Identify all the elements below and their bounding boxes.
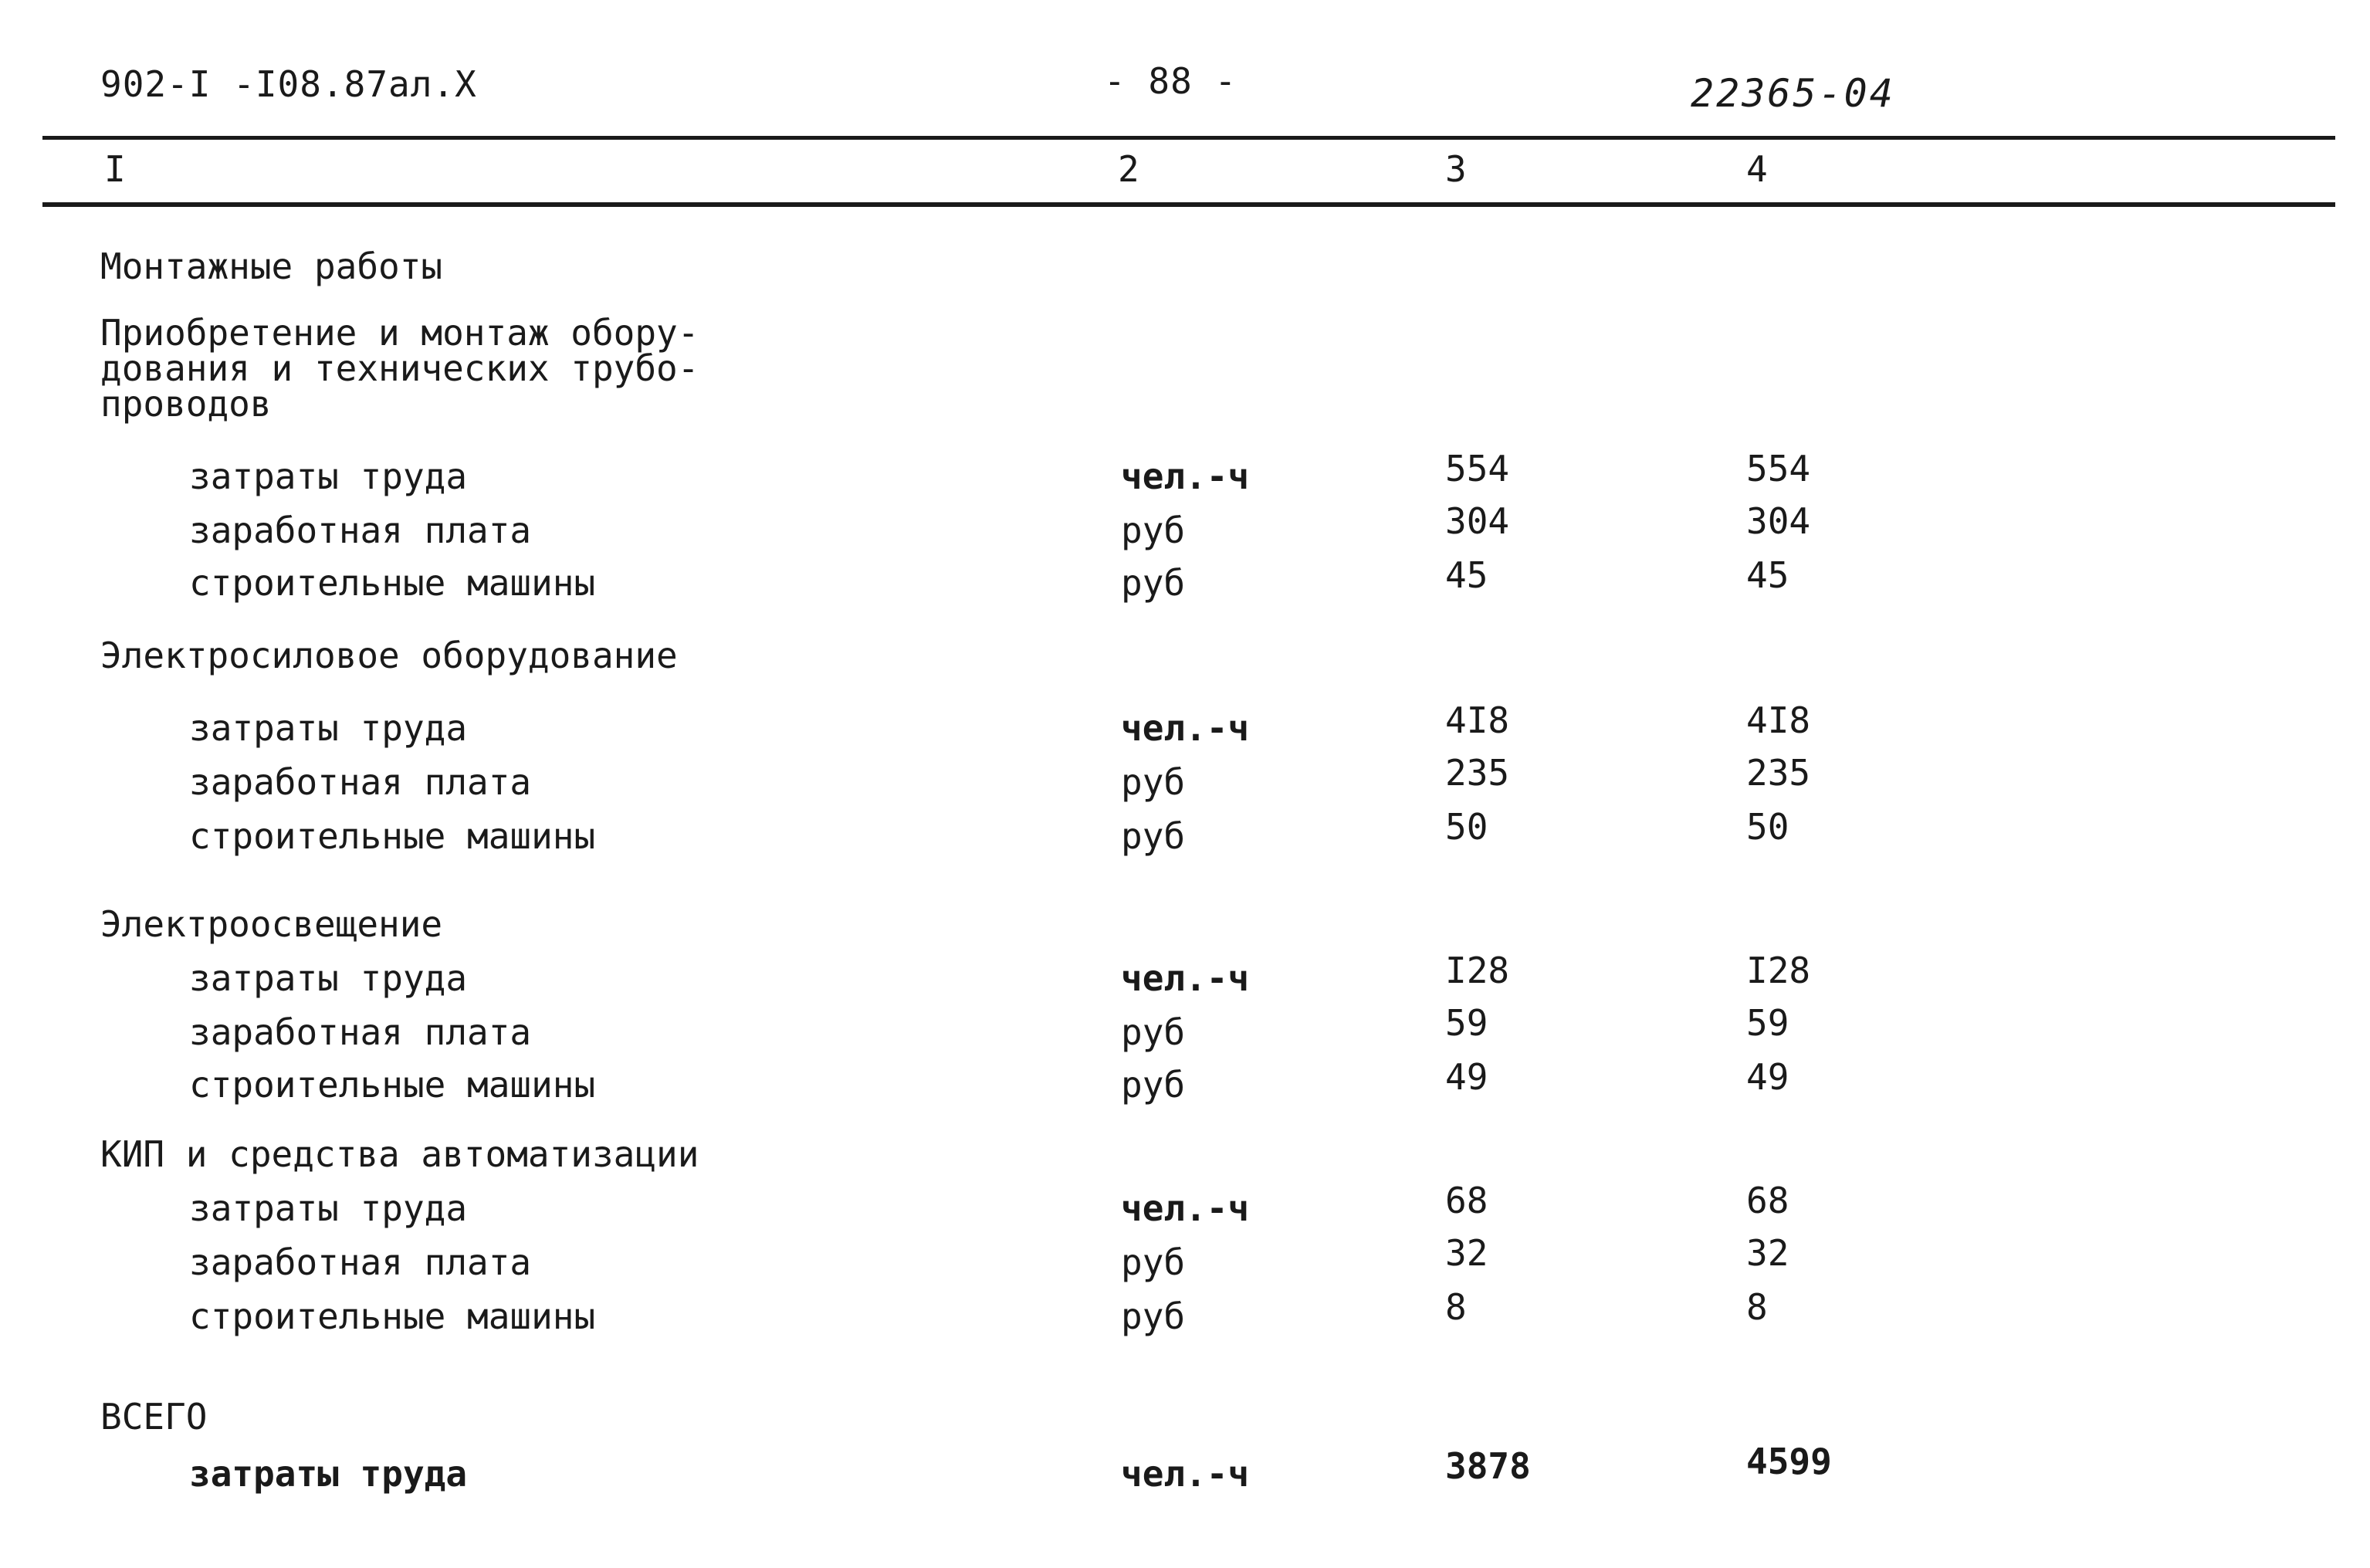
row-value-col4: I28: [1746, 950, 1811, 991]
section-title-line: дования и технических трубо-: [100, 347, 699, 389]
column-header-4: 4: [1746, 148, 1768, 190]
row-value-col3: 68: [1445, 1180, 1488, 1221]
row-value-col4: 4I8: [1746, 699, 1811, 741]
row-unit: руб: [1121, 1295, 1186, 1337]
row-label: заработная плата: [189, 1241, 532, 1283]
row-value-col4: 49: [1746, 1056, 1789, 1098]
row-value-col4: 554: [1746, 448, 1811, 489]
row-value-col3: 49: [1445, 1056, 1488, 1098]
row-unit: руб: [1121, 1011, 1186, 1053]
row-unit: чел.-ч: [1121, 957, 1250, 999]
row-unit: чел.-ч: [1121, 1187, 1250, 1229]
archive-number: 22365-04: [1691, 71, 1895, 116]
row-value-col3: 554: [1445, 448, 1510, 489]
row-value-col4: 8: [1746, 1286, 1768, 1328]
section-title: Электросиловое оборудование: [100, 635, 678, 676]
row-label: затраты труда: [189, 957, 468, 999]
section-title-line: Приобретение и монтаж обору-: [100, 312, 699, 354]
row-value-col3: 50: [1445, 806, 1488, 848]
total-value-col4: 4599: [1746, 1441, 1832, 1482]
row-value-col4: 235: [1746, 752, 1811, 794]
row-value-col3: 45: [1445, 554, 1488, 596]
total-row-label: затраты труда: [189, 1453, 468, 1495]
section-title: Электроосвещение: [100, 903, 443, 945]
row-unit: руб: [1121, 1241, 1186, 1283]
row-value-col4: 68: [1746, 1180, 1789, 1221]
total-title: ВСЕГО: [100, 1396, 208, 1438]
row-label: заработная плата: [189, 1011, 532, 1053]
row-label: затраты труда: [189, 455, 468, 497]
row-value-col4: 32: [1746, 1232, 1789, 1274]
row-value-col4: 304: [1746, 500, 1811, 542]
row-value-col3: 32: [1445, 1232, 1488, 1274]
row-label: затраты труда: [189, 1187, 468, 1229]
row-value-col3: 59: [1445, 1002, 1488, 1044]
row-value-col3: 4I8: [1445, 699, 1510, 741]
row-unit: руб: [1121, 815, 1186, 857]
row-unit: руб: [1121, 1064, 1186, 1106]
row-label: заработная плата: [189, 761, 532, 803]
row-value-col3: 304: [1445, 500, 1510, 542]
section-title-line: проводов: [100, 383, 272, 425]
section-title: КИП и средства автоматизации: [100, 1133, 699, 1175]
document-code: 902-I -I08.87ал.X: [100, 63, 477, 105]
row-label: строительные машины: [189, 1295, 596, 1337]
row-label: строительные машины: [189, 815, 596, 857]
row-label: затраты труда: [189, 707, 468, 749]
row-unit: руб: [1121, 761, 1186, 803]
total-value-col3: 3878: [1445, 1445, 1531, 1487]
page-number: - 88 -: [1104, 60, 1237, 102]
row-value-col4: 50: [1746, 806, 1789, 848]
row-unit: руб: [1121, 562, 1186, 604]
row-value-col3: 235: [1445, 752, 1510, 794]
row-value-col3: I28: [1445, 950, 1510, 991]
row-label: заработная плата: [189, 510, 532, 551]
row-value-col4: 59: [1746, 1002, 1789, 1044]
section-title: Монтажные работы: [100, 246, 443, 287]
row-unit: руб: [1121, 510, 1186, 551]
row-unit: чел.-ч: [1121, 455, 1250, 497]
row-value-col3: 8: [1445, 1286, 1467, 1328]
row-label: строительные машины: [189, 562, 596, 604]
row-label: строительные машины: [189, 1064, 596, 1106]
column-header-2: 2: [1118, 148, 1139, 190]
total-row-unit: чел.-ч: [1121, 1453, 1250, 1495]
column-header-1: I: [104, 148, 126, 190]
column-header-3: 3: [1445, 148, 1467, 190]
row-value-col4: 45: [1746, 554, 1789, 596]
row-unit: чел.-ч: [1121, 707, 1250, 749]
